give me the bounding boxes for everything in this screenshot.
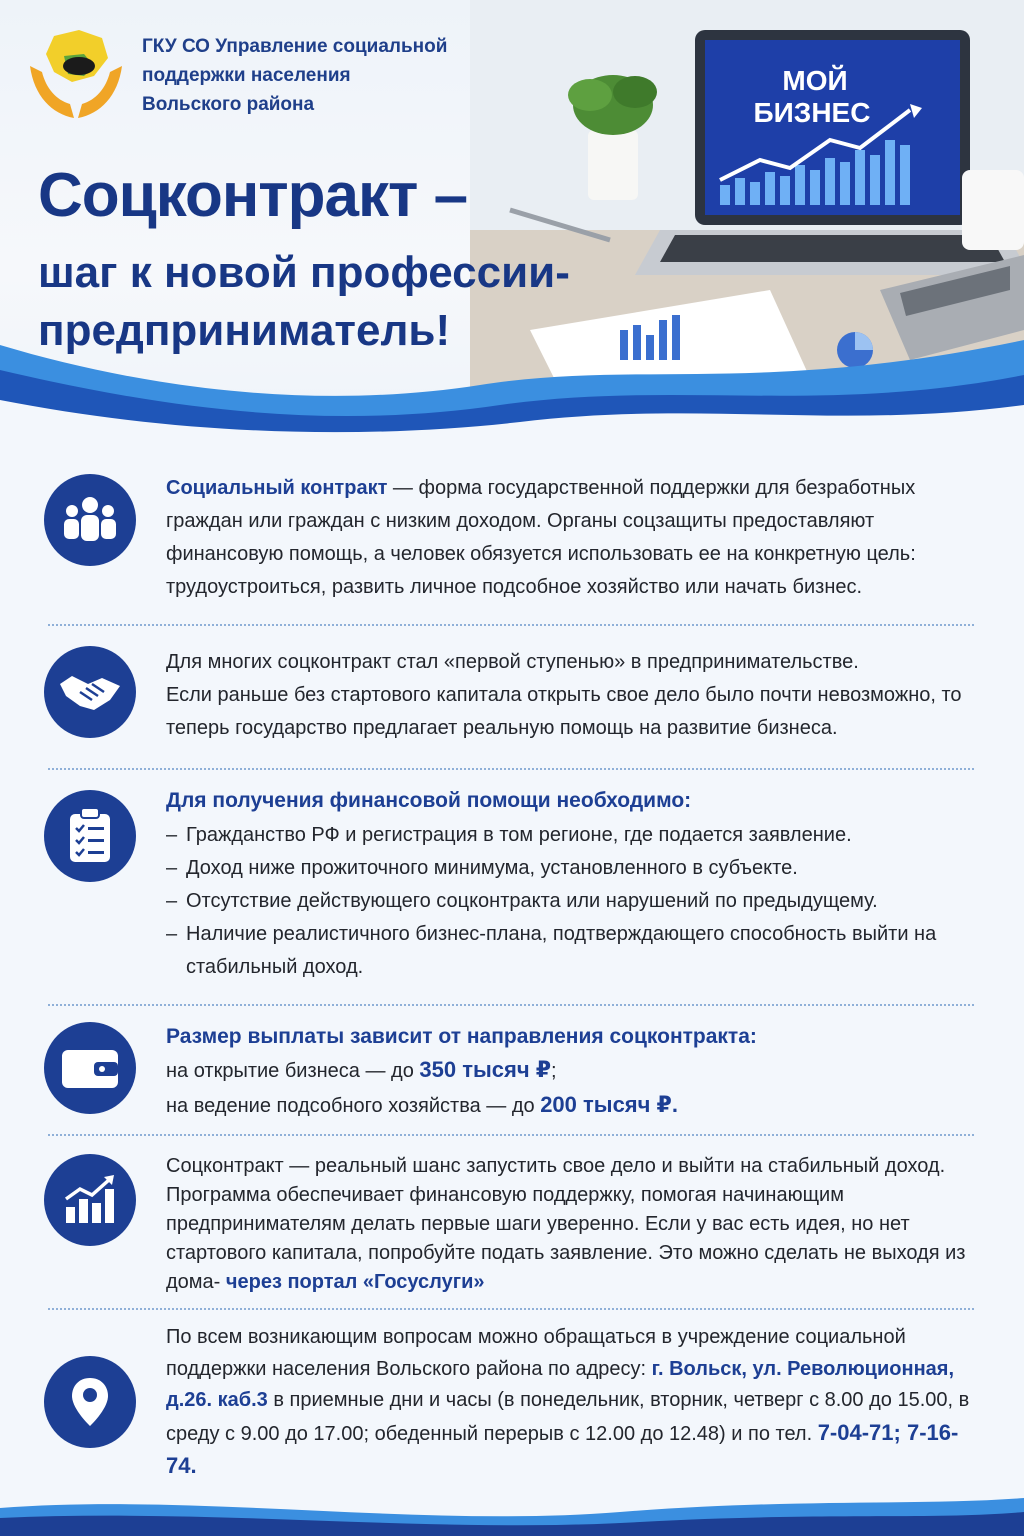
subtitle-line-1: шаг к новой профессии- (38, 248, 570, 297)
payment-line-farm (166, 1088, 976, 1123)
wallet-icon (44, 1022, 136, 1114)
laptop-text-1: МОЙ (782, 65, 848, 96)
phone-numbers[interactable]: 7-04-71; 7-16-74. (166, 1419, 959, 1478)
first-step-text (166, 646, 976, 745)
footer-wave (0, 1488, 1024, 1536)
org-name-line-2: поддержки населения (142, 65, 351, 86)
divider (48, 1308, 974, 1310)
main-title: Соцконтракт – (38, 161, 468, 230)
definition-term: Социальный контракт (166, 477, 388, 499)
list-item: – Отсутствие действующего соцконтракта или нарушений по предыдущему. (166, 885, 976, 918)
contacts-hours: в приемные дни и часы (в понедельник, вторник, четверг с 8.00 до 15.00, в среду с 9.00 до 17.00; обеденный перерыв с 12.00 до 12.48) и по тел. (166, 1389, 970, 1445)
payment-text (166, 1020, 976, 1123)
requirements-text (166, 784, 976, 984)
people-icon (44, 474, 136, 566)
list-item: – Гражданство РФ и регистрация в том регионе, где подается заявление. (166, 819, 976, 852)
payment-line2-prefix: на ведение подсобного хозяйства — до (166, 1095, 541, 1117)
requirements-heading: Для получения финансовой помощи необходимо: (166, 789, 692, 812)
gosuslugi-link[interactable]: через портал «Госуслуги» (225, 1271, 485, 1293)
address: г. Вольск, ул. Революционная, д.26. каб.3 (166, 1357, 954, 1411)
divider (48, 1004, 974, 1006)
divider (48, 1134, 974, 1136)
growth-chart-icon (44, 1154, 136, 1246)
payment-line-business (166, 1053, 976, 1088)
farm-amount: 200 тысяч ₽. (540, 1092, 678, 1117)
first-step-line-2: Если раньше без стартового капитала открыть свое дело было почти невозможно, то теперь государство предлагает реальную помощь на развитие бизнеса. (166, 684, 962, 739)
clipboard-icon (44, 790, 136, 882)
location-pin-icon (44, 1356, 136, 1448)
list-item: – Доход ниже прожиточного минимума, установленного в субъекте. (166, 852, 976, 885)
contacts-text (166, 1322, 976, 1484)
handshake-icon (44, 646, 136, 738)
org-name-line-3: Вольского района (142, 94, 315, 115)
contacts-intro: По всем возникающим вопросам можно обращаться в учреждение социальной поддержки населения Вольского района по адресу: (166, 1326, 906, 1380)
chance-text (166, 1152, 976, 1297)
org-name-line-1: ГКУ СО Управление социальной (142, 36, 448, 57)
payment-line1-suffix: ; (551, 1060, 557, 1082)
business-amount: 350 тысяч ₽ (419, 1057, 552, 1082)
payment-line1-prefix: на открытие бизнеса — до (166, 1060, 420, 1082)
subtitle-line-2: предприниматель! (38, 306, 451, 355)
laptop-text-2: БИЗНЕС (753, 97, 871, 128)
divider (48, 624, 974, 626)
organization-logo-icon (24, 26, 128, 126)
requirements-list (166, 819, 976, 984)
list-item: – Наличие реалистичного бизнес-плана, подтверждающего способность выйти на стабильный доход. (166, 918, 976, 984)
organization-name (142, 32, 472, 119)
definition-text (166, 472, 976, 604)
definition-body: — форма государственной поддержки для безработных граждан или граждан с низким доходом. Органы соцзащиты предоставляют финансовую помощь, а человек обязуется использовать ее на конкретную цель: трудоустроиться, развить личное подсобное хозяйство или начать бизнес. (166, 477, 916, 598)
payment-heading: Размер выплаты зависит от направления соцконтракта: (166, 1025, 757, 1048)
divider (48, 768, 974, 770)
chance-body: Соцконтракт — реальный шанс запустить свое дело и выйти на стабильный доход. Программа обеспечивает финансовую поддержку, помогая начинающим предпринимателям делать первые шаги уверенно. Если у вас есть идея, но нет стартового капитала, попробуйте подать заявление. Это можно сделать не выходя из дома- (166, 1155, 966, 1293)
header-banner (0, 0, 1024, 450)
first-step-line-1: Для многих соцконтракт стал «первой ступенью» в предпринимательстве. (166, 651, 859, 673)
